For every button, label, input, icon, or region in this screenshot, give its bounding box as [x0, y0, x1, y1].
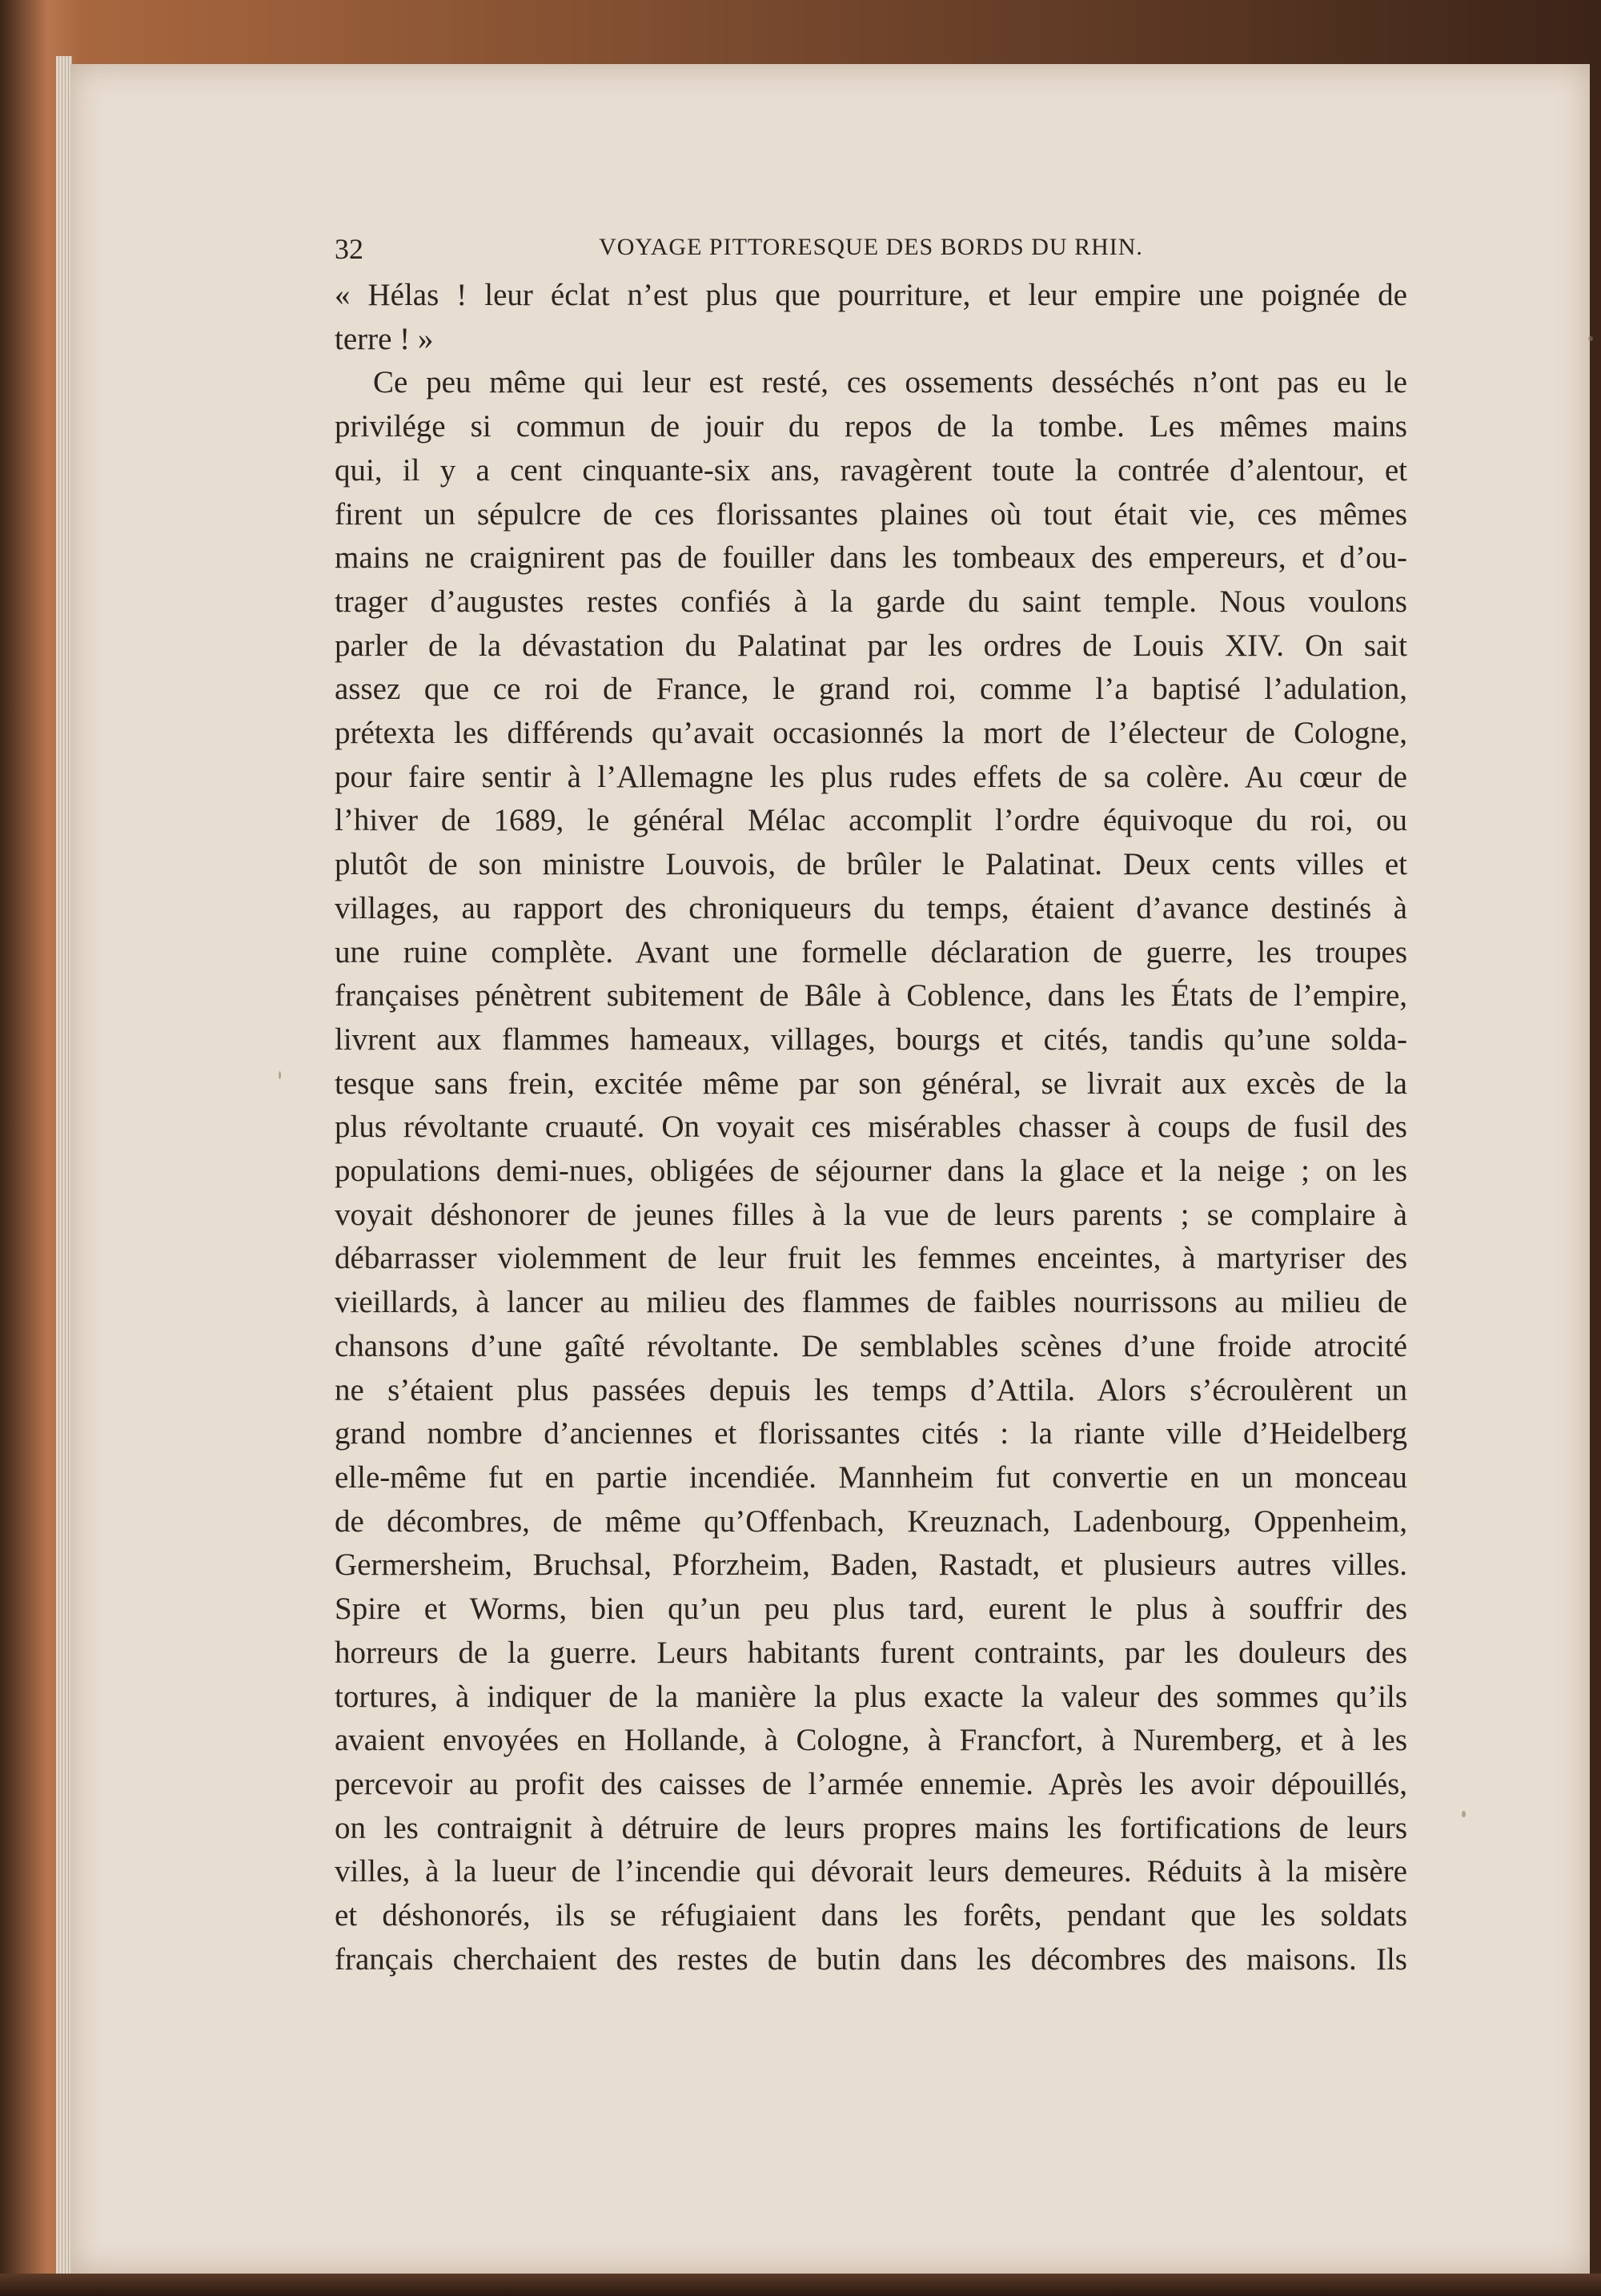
- text-line: françaises pénètrent subitement de Bâle à Coblence, dans les États de l’empire,: [335, 978, 1407, 1014]
- text-line: grand nombre d’anciennes et florissantes cités : la riante ville d’Heidelberg: [335, 1416, 1407, 1451]
- text-line: villes, à la lueur de l’incendie qui dévorait leurs demeures. Réduits à la misère: [335, 1854, 1407, 1889]
- text-line: tortures, à indiquer de la manière la plus exacte la valeur des sommes qu’ils: [335, 1679, 1407, 1714]
- text-line: avaient envoyées en Hollande, à Cologne, à Francfort, à Nuremberg, et à les: [335, 1723, 1407, 1758]
- text-line: privilége si commun de jouir du repos de la tombe. Les mêmes mains: [335, 409, 1407, 444]
- text-line: pour faire sentir à l’Allemagne les plus rudes effets de sa colère. Au cœur de: [335, 759, 1407, 794]
- text-line: assez que ce roi de France, le grand roi, comme l’a baptisé l’adulation,: [335, 672, 1407, 707]
- text-line: firent un sépulcre de ces florissantes plaines où tout était vie, ces mêmes: [335, 496, 1407, 532]
- text-line: trager d’augustes restes confiés à la garde du saint temple. Nous voulons: [335, 584, 1407, 619]
- paper-speck: [1588, 336, 1593, 341]
- text-line: livrent aux flammes hameaux, villages, bourgs et cités, tandis qu’une solda-: [335, 1022, 1407, 1057]
- text-line: elle-même fut en partie incendiée. Mannheim fut convertie en un monceau: [335, 1459, 1407, 1495]
- paper-speck: [1462, 1811, 1466, 1817]
- text-line: et déshonorés, ils se réfugiaient dans les forêts, pendant que les soldats: [335, 1898, 1407, 1933]
- body-text: [335, 274, 1407, 1981]
- text-line: débarrasser violemment de leur fruit les femmes enceintes, à martyriser des: [335, 1241, 1407, 1276]
- page-number: 32: [335, 233, 363, 265]
- text-line: villages, au rapport des chroniqueurs du temps, étaient d’avance destinés à: [335, 890, 1407, 925]
- text-line: parler de la dévastation du Palatinat par les ordres de Louis XIV. On sait: [335, 628, 1407, 663]
- book-bottom-edge: [0, 2274, 1601, 2296]
- text-line: Ce peu même qui leur est resté, ces ossements desséchés n’ont pas eu le: [373, 365, 1407, 400]
- text-line: populations demi-nues, obligées de séjourner dans la glace et la neige ; on les: [335, 1154, 1407, 1189]
- text-line: « Hélas ! leur éclat n’est plus que pourriture, et leur empire une poignée de: [335, 278, 1407, 312]
- text-line: on les contraignit à détruire de leurs propres mains les fortifications de leurs: [335, 1810, 1407, 1845]
- text-line: terre ! »: [335, 321, 434, 356]
- page-header: [335, 232, 1407, 269]
- text-line: une ruine complète. Avant une formelle déclaration de guerre, les troupes: [335, 934, 1407, 969]
- page-stack-edge: [56, 56, 72, 2274]
- text-line: mains ne craignirent pas de fouiller dans les tombeaux des empereurs, et d’ou-: [335, 540, 1407, 576]
- text-line: voyait déshonorer de jeunes filles à la vue de leurs parents ; se complaire à: [335, 1197, 1407, 1232]
- text-line: chansons d’une gaîté révoltante. De semblables scènes d’une froide atrocité: [335, 1328, 1407, 1363]
- text-line: percevoir au profit des caisses de l’armée ennemie. Après les avoir dépouillés,: [335, 1766, 1407, 1801]
- text-line: plus révoltante cruauté. On voyait ces misérables chasser à coups de fusil des: [335, 1110, 1407, 1145]
- text-line: de décombres, de même qu’Offenbach, Kreuznach, Ladenbourg, Oppenheim,: [335, 1503, 1407, 1539]
- text-line: Spire et Worms, bien qu’un peu plus tard, eurent le plus à souffrir des: [335, 1592, 1407, 1627]
- text-line: qui, il y a cent cinquante-six ans, ravagèrent toute la contrée d’alentour, et: [335, 452, 1407, 488]
- text-line: l’hiver de 1689, le général Mélac accomplit l’ordre équivoque du roi, ou: [335, 803, 1407, 838]
- text-line: vieillards, à lancer au milieu des flammes de faibles nourrissons au milieu de: [335, 1285, 1407, 1320]
- paper-speck: [279, 1071, 281, 1079]
- running-title: VOYAGE PITTORESQUE DES BORDS DU RHIN.: [599, 234, 1143, 260]
- text-line: français cherchaient des restes de butin dans les décombres des maisons. Ils: [335, 1941, 1407, 1977]
- text-line: prétexta les différends qu’avait occasionnés la mort de l’électeur de Cologne,: [335, 716, 1407, 751]
- text-line: horreurs de la guerre. Leurs habitants furent contraints, par les douleurs des: [335, 1635, 1407, 1670]
- text-line: plutôt de son ministre Louvois, de brûler le Palatinat. Deux cents villes et: [335, 847, 1407, 882]
- text-line: Germersheim, Bruchsal, Pforzheim, Baden, Rastadt, et plusieurs autres villes.: [335, 1547, 1407, 1583]
- text-line: tesque sans frein, excitée même par son général, se livrait aux excès de la: [335, 1066, 1407, 1101]
- text-line: ne s’étaient plus passées depuis les temps d’Attila. Alors s’écroulèrent un: [335, 1372, 1407, 1407]
